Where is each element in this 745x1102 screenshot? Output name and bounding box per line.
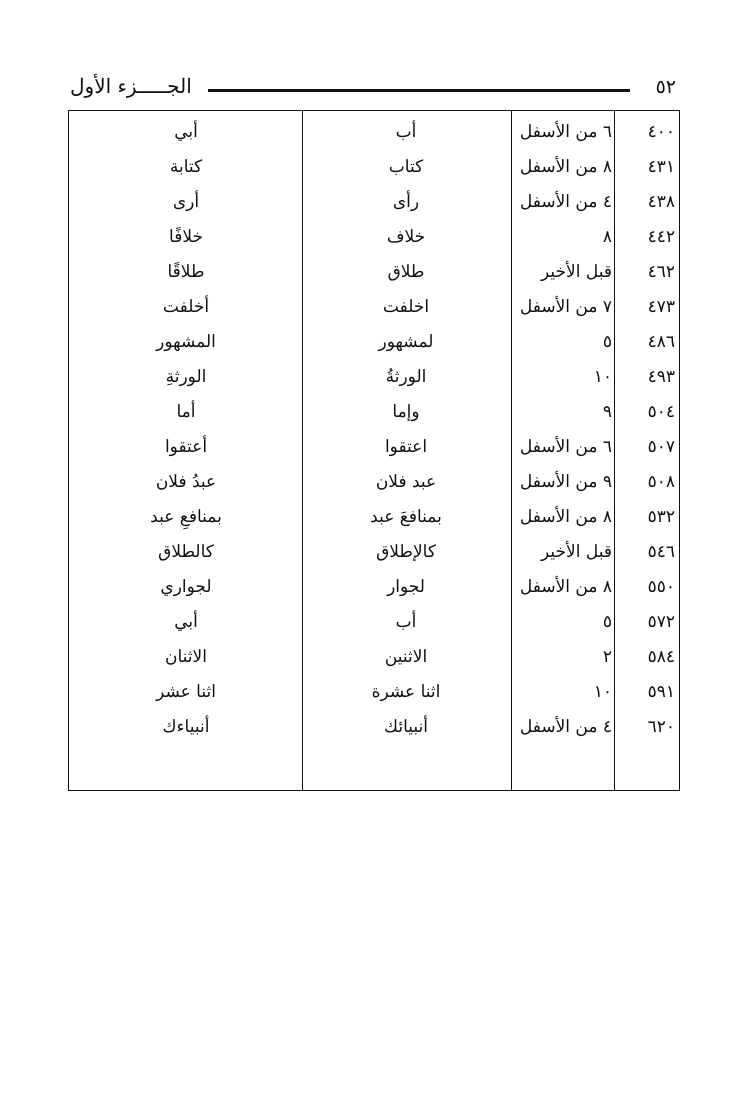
- wrong-word: عبد فلان: [375, 472, 437, 492]
- table-row: [69, 465, 679, 500]
- correct-word: أعتقوا: [164, 437, 208, 457]
- header-rule: [208, 89, 630, 92]
- correct-word: الاثنان: [165, 647, 207, 667]
- line-ref: قبل الأخير: [541, 542, 612, 562]
- wrong-word: اثنا عشرة: [371, 682, 441, 702]
- line-ref: ٨ من الأسفل: [519, 507, 612, 527]
- wrong-word: أنبيائك: [384, 717, 428, 737]
- wrong-word: كتاب: [388, 157, 424, 177]
- table-row: [69, 710, 679, 745]
- line-ref: ٥: [602, 612, 612, 632]
- table-row: [69, 255, 679, 290]
- page-ref: ٦٢٠: [647, 717, 675, 737]
- table-row: [69, 395, 679, 430]
- page-ref: ٥٧٢: [647, 612, 675, 632]
- page-header: [68, 72, 680, 102]
- correct-word: الورثةِ: [165, 367, 207, 387]
- page-ref: ٤٠٠: [647, 122, 675, 142]
- line-ref: ١٠: [593, 682, 612, 702]
- line-ref: ٦ من الأسفل: [519, 437, 612, 457]
- page-ref: ٥٤٦: [647, 542, 675, 562]
- wrong-word: بمنافعَ عبد: [370, 507, 442, 527]
- line-ref: ٥: [602, 332, 612, 352]
- wrong-word: كالإطلاق: [376, 542, 436, 562]
- page-ref: ٤٣٨: [647, 192, 675, 212]
- wrong-word: أب: [395, 612, 417, 632]
- page-ref: ٥٥٠: [647, 577, 675, 597]
- wrong-word: لجوار: [387, 577, 425, 597]
- correct-word: أنبياءك: [162, 717, 210, 737]
- page-number: ٥٢: [655, 76, 676, 98]
- table-row: [69, 325, 679, 360]
- table-row: [69, 360, 679, 395]
- correct-word: بمنافعِ عبد: [150, 507, 222, 527]
- table-row: [69, 570, 679, 605]
- table-row: [69, 675, 679, 710]
- correct-word: اثنا عشر: [156, 682, 216, 702]
- table-row: [69, 150, 679, 185]
- page-ref: ٥٩١: [647, 682, 675, 702]
- wrong-word: خلاف: [386, 227, 426, 247]
- table-row: [69, 430, 679, 465]
- table-row: [69, 500, 679, 535]
- correct-word: طلاقًا: [167, 262, 205, 282]
- page-ref: ٤٣١: [647, 157, 675, 177]
- page-ref: ٥٨٤: [647, 647, 675, 667]
- wrong-word: وإما: [392, 402, 420, 422]
- correct-word: أبي: [174, 122, 198, 142]
- line-ref: ٢: [602, 647, 612, 667]
- page-ref: ٤٧٣: [647, 297, 675, 317]
- wrong-word: رأى: [392, 192, 420, 212]
- page-ref: ٥٠٧: [647, 437, 675, 457]
- correct-word: كتابة: [169, 157, 203, 177]
- line-ref: قبل الأخير: [541, 262, 612, 282]
- wrong-word: الاثنين: [384, 647, 428, 667]
- table-row: [69, 115, 679, 150]
- wrong-word: أب: [395, 122, 417, 142]
- page-ref: ٥٠٨: [647, 472, 675, 492]
- line-ref: ٤ من الأسفل: [519, 192, 612, 212]
- errata-table: [68, 110, 680, 791]
- page-ref: ٤٦٢: [647, 262, 675, 282]
- page-ref: ٥٣٢: [647, 507, 675, 527]
- correct-word: عبدُ فلان: [155, 472, 217, 492]
- table-body: [69, 115, 679, 745]
- correct-word: أخلفت: [162, 297, 210, 317]
- table-row: [69, 640, 679, 675]
- correct-word: المشهور: [156, 332, 216, 352]
- page-ref: ٥٠٤: [647, 402, 675, 422]
- line-ref: ٩ من الأسفل: [519, 472, 612, 492]
- table-row: [69, 185, 679, 220]
- correct-word: أبي: [174, 612, 198, 632]
- table-row: [69, 290, 679, 325]
- wrong-word: لمشهور: [378, 332, 434, 352]
- page-ref: ٤٤٢: [647, 227, 675, 247]
- running-title: الجـــــزء الأول: [70, 74, 192, 98]
- line-ref: ٩: [602, 402, 612, 422]
- correct-word: كالطلاق: [158, 542, 214, 562]
- line-ref: ٨: [602, 227, 612, 247]
- page-ref: ٤٩٣: [647, 367, 675, 387]
- correct-word: لجواري: [160, 577, 212, 597]
- wrong-word: الورثةُ: [385, 367, 427, 387]
- line-ref: ١٠: [593, 367, 612, 387]
- line-ref: ٨ من الأسفل: [519, 577, 612, 597]
- correct-word: أما: [176, 402, 196, 422]
- line-ref: ٨ من الأسفل: [519, 157, 612, 177]
- wrong-word: طلاق: [387, 262, 425, 282]
- wrong-word: اعتقوا: [384, 437, 428, 457]
- page-ref: ٤٨٦: [647, 332, 675, 352]
- table-row: [69, 220, 679, 255]
- table-row: [69, 605, 679, 640]
- line-ref: ٤ من الأسفل: [519, 717, 612, 737]
- table-row: [69, 535, 679, 570]
- wrong-word: اخلفت: [382, 297, 430, 317]
- line-ref: ٧ من الأسفل: [519, 297, 612, 317]
- correct-word: خلافًا: [169, 227, 203, 247]
- correct-word: أرى: [172, 192, 200, 212]
- line-ref: ٦ من الأسفل: [519, 122, 612, 142]
